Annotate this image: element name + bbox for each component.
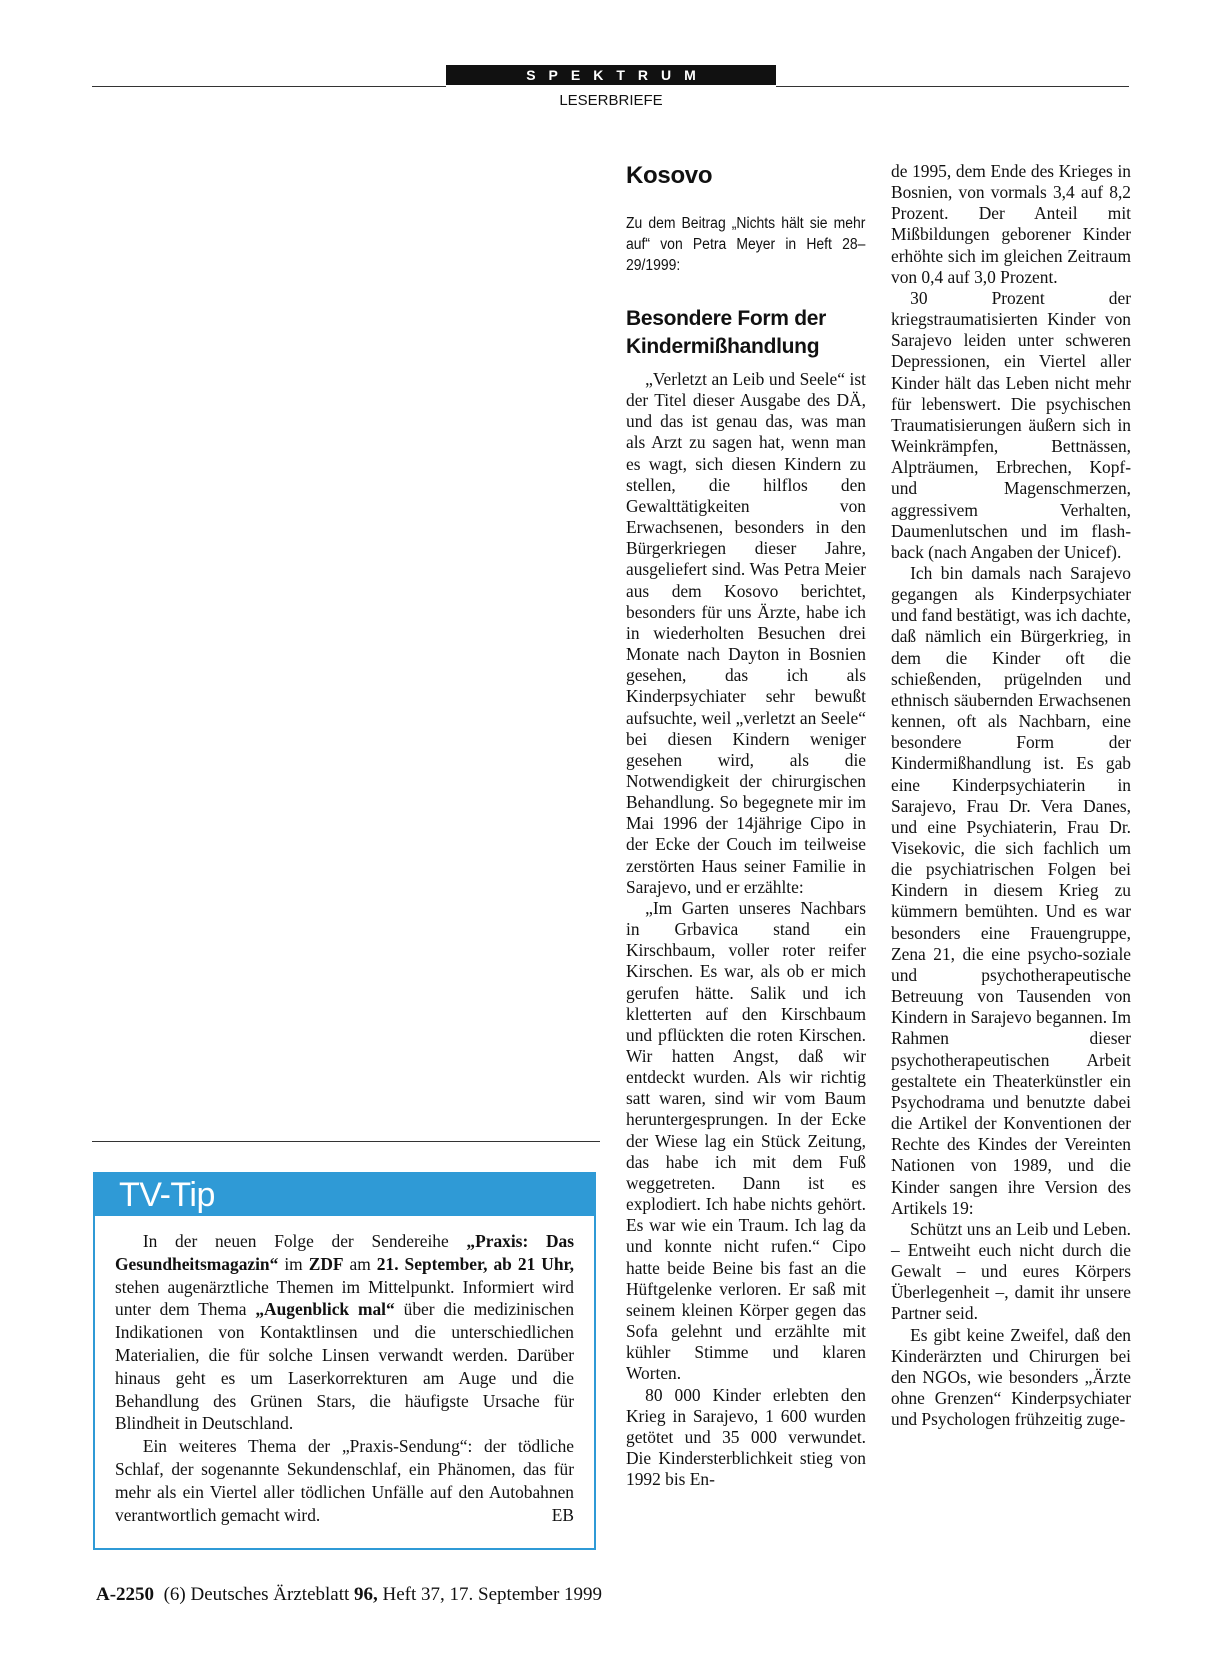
paragraph: Es gibt keine Zweifel, daß den Kinderärzten und Chirurgen bei den NGOs, wie besonders „Ärzte ohne Grenzen“ Kinderpsychiater und Psychologen frühzeitig zuge-	[891, 1324, 1131, 1430]
text: am	[343, 1253, 377, 1274]
text: im	[278, 1253, 309, 1274]
paragraph: Schützt uns an Leib und Leben. – Entweiht euch nicht durch die Gewalt – und eures Körpers Überlegenheit –, damit ihr unsere Partner seid.	[891, 1218, 1131, 1324]
article-column-2	[891, 161, 1131, 1430]
tv-tip-paragraph	[115, 1435, 574, 1526]
subsection-label: LESERBRIEFE	[559, 92, 663, 109]
tv-tip-rule	[92, 1141, 600, 1142]
paragraph: Ich bin damals nach Sarajevo gegangen als Kinderpsychiater und fand bestätigt, was ich dachte, daß nämlich ein Bürgerkrieg, in dem die Kinder oft die schießenden, prügelnden und ethnisch säubernden Erwachsenen kennen, oft als Nachbarn, eine besondere Form der Kindermißhandlung ist. Es gab eine Kinderpsychiaterin in Sarajevo, Frau Dr. Vera Danes, und eine Psychiaterin, Frau Dr. Visekovic, die sich fachlich um die psychiatrischen Folgen bei Kindern in diesem Krieg zu kümmern bemühten. Und es war besonders eine Frauengruppe, Zena 21, die eine psycho-soziale und psychotherapeutische Betreuung von Tausenden von Kindern in Sarajevo begannen. Im Rahmen dieser psychotherapeutischen Arbeit gestaltete ein Theaterkünstler ein Psychodrama und benutzte dabei die Artikel der Konventionen der Rechte des Kindes der Vereinten Nationen von 1989, und die Kinder sangen ihre Version des Artikels 19:	[891, 562, 1132, 1218]
paragraph: 30 Prozent der kriegstraumatisierten Kinder von Sarajevo leiden unter schweren Depressionen, ein Viertel aller Kinder hält das Leben nicht mehr für lebenswert. Die psychischen Traumatisierungen äußern sich in Weinkrämpfen, Bettnässen, Alpträumen, Erbrechen, Kopf- und Magenschmerzen, aggressivem Verhalten, Daumenlutschen und im flash-back (nach Angaben der Unicef).	[891, 287, 1131, 562]
section-label: SPEKTRUM	[446, 65, 776, 85]
paragraph: „Verletzt an Leib und Seele“ ist der Titel dieser Ausgabe des DÄ, und das ist genau das, was man als Arzt zu sagen hat, wenn man es wagt, sich diesen Kindern zu stellen, die hilflos den Gewalttätigkeiten von Erwachsenen, besonders in den Bürgerkriegen dieser Jahre, ausgeliefert sind. Was Petra Meier aus dem Kosovo berichtet, besonders für uns Ärzte, habe ich in wiederholten Besuchen drei Monate nach Dayton in Bosnien gesehen, das ich als Kinderpsychiater sehr bewußt aufsuchte, weil „verletzt an Seele“ bei diesen Kindern weniger gesehen wird, als die Notwendigkeit der chirurgischen Behandlung. So begegnete mir im Mai 1996 der 14jährige Cipo in der Ecke der Couch im teilweise zerstörten Haus seiner Familie in Sarajevo, und er erzählte:	[626, 369, 866, 897]
text: In der neuen Folge der Sendereihe	[142, 1231, 467, 1251]
tv-tip-box	[93, 1172, 596, 1550]
tv-tip-body	[95, 1216, 594, 1526]
paragraph: de 1995, dem Ende des Krieges in Bosnien, von vormals 3,4 auf 8,2 Prozent. Der Anteil mit Mißbildungen geborener Kinder erhöhte sich im gleichen Zeitraum von 0,4 auf 3,0 Prozent.	[891, 161, 1131, 287]
signature: EB	[551, 1504, 574, 1525]
volume-number: 96,	[354, 1584, 378, 1605]
page-number: A-2250	[96, 1584, 155, 1605]
header-rule-right	[776, 86, 1129, 87]
tv-tip-heading: TV-Tip	[95, 1174, 594, 1216]
paragraph: 80 000 Kinder erlebten den Krieg in Sarajevo, 1 600 wurden getötet und 35 000 verwundet. Die Kindersterblichkeit stieg von 1992 bis En-	[626, 1384, 866, 1490]
header-rule-left	[92, 86, 446, 87]
issue-info: Heft 37, 17. September 1999	[382, 1584, 603, 1605]
journal-name: Deutsches Ärzteblatt	[190, 1584, 350, 1605]
local-page-number: (6)	[163, 1584, 186, 1605]
article-column-1	[626, 369, 866, 1490]
air-time: 21. September, ab 21 Uhr,	[376, 1253, 574, 1274]
tv-tip-paragraph	[115, 1230, 574, 1435]
article-title: Kosovo	[626, 162, 713, 189]
text: stehen augenärztliche Themen im Mittelpunkt. Informiert wird unter dem Thema	[115, 1276, 574, 1320]
topic-name: „Augenblick mal“	[255, 1299, 395, 1320]
article-intro: Zu dem Beitrag „Nichts hält sie mehr auf“ von Petra Meyer in Heft 28–29/1999:	[626, 215, 866, 274]
paragraph: „Im Garten unseres Nachbars in Grbavica stand ein Kirschbaum, voller roter reifer Kirschen. Es war, als ob er mich gerufen hätte. Salik und ich kletterten auf den Kirschbaum und pflückten die roten Kirschen. Wir hatten Angst, daß wir entdeckt wurden. Als wir richtig satt waren, sind wir vom Baum heruntergesprungen. In der Ecke der Wiese lag ein Stück Zeitung, das habe ich mit dem Fuß weggetreten. Dann ist es explodiert. Ich habe nichts gehört. Es war wie ein Traum. Ich lag da und konnte nicht rufen.“ Cipo hatte beide Beine bis fast an die Hüftgelenke verloren. Er saß mit seinem kleinen Körper gegen das Sofa gelehnt und erzählte mit kühler Stimme und klaren Worten.	[626, 897, 866, 1384]
letter-title: Besondere Form der Kindermißhandlung	[626, 307, 826, 358]
channel-name: ZDF	[308, 1253, 344, 1274]
text: Ein weiteres Thema der „Praxis-Sendung“: der tödliche Schlaf, der sogenannte Sekundenschlaf, ein Phänomen, das für mehr als ein Viertel aller tödlichen Unfälle auf den Autobahnen verantwortlich gemacht wird.	[115, 1436, 574, 1525]
show-name: „Praxis: Das Gesundheitsmagazin“	[115, 1231, 574, 1274]
text: über die medizinischen Indikationen von Kontaktlinsen und die unterschiedlichen Materialien, die für solche Linsen verwandt werden. Darüber hinaus geht es um Laserkorrekturen am Auge und die Behandlung des Grünen Stars, die häufigste Ursache für Blindheit in Deutschland.	[115, 1299, 575, 1434]
page-footer	[96, 1584, 602, 1606]
